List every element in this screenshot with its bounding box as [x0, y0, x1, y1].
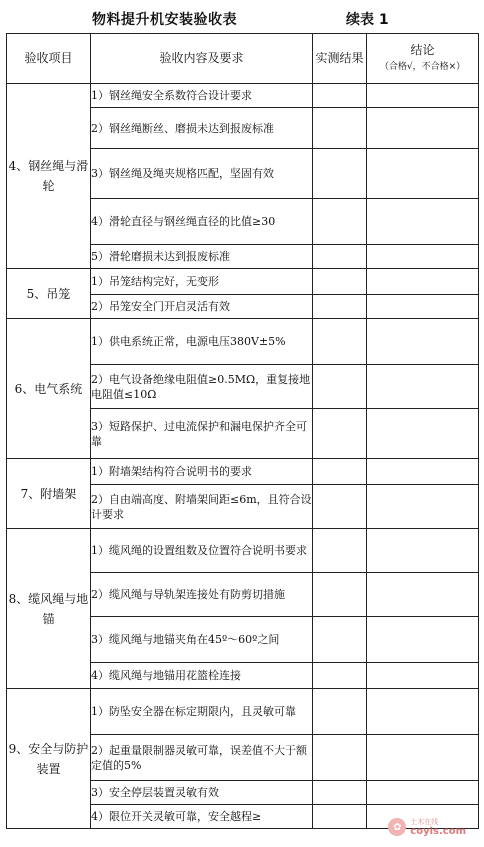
page-title: 物料提升机安装验收表: [92, 12, 237, 28]
item-cell: 1）钢丝绳安全系数符合设计要求: [91, 84, 313, 108]
category-cell: 4、钢丝绳与滑轮: [7, 84, 91, 269]
header-content: 验收内容及要求: [91, 34, 313, 84]
item-cell: 1）防坠安全器在标定期限内，且灵敏可靠: [91, 689, 313, 735]
conclusion-cell: [367, 365, 479, 409]
site-watermark: [388, 817, 466, 837]
item-cell: 4）滑轮直径与钢丝绳直径的比值≥30: [91, 199, 313, 245]
category-cell: 6、电气系统: [7, 319, 91, 459]
header-conclusion-note: （合格√，不合格×）: [379, 61, 466, 72]
category-cell: 8、缆风绳与地锚: [7, 529, 91, 689]
item-cell: 1）附墙架结构符合说明书的要求: [91, 459, 313, 485]
result-cell: [313, 319, 367, 365]
item-cell: 1）供电系统正常，电源电压380V±5%: [91, 319, 313, 365]
item-cell: 4）限位开关灵敏可靠，安全越程≥: [91, 805, 313, 829]
conclusion-cell: [367, 199, 479, 245]
result-cell: [313, 529, 367, 573]
result-cell: [313, 365, 367, 409]
watermark-logo-icon: ✿: [388, 818, 406, 836]
conclusion-cell: [367, 459, 479, 485]
item-cell: 2）钢丝绳断丝、磨损未达到报废标准: [91, 108, 313, 149]
table-row: [7, 84, 479, 108]
watermark-bottom-text: coyis.com: [410, 826, 466, 837]
result-cell: [313, 805, 367, 829]
result-cell: [313, 295, 367, 319]
conclusion-cell: [367, 245, 479, 269]
result-cell: [313, 689, 367, 735]
conclusion-cell: [367, 617, 479, 663]
category-cell: 5、吊笼: [7, 269, 91, 319]
conclusion-cell: [367, 485, 479, 529]
conclusion-cell: [367, 781, 479, 805]
conclusion-cell: [367, 663, 479, 689]
conclusion-cell: [367, 573, 479, 617]
conclusion-cell: [367, 295, 479, 319]
result-cell: [313, 663, 367, 689]
result-cell: [313, 573, 367, 617]
item-cell: 3）短路保护、过电流保护和漏电保护齐全可靠: [91, 409, 313, 459]
table-row: [7, 269, 479, 295]
item-cell: 2）缆风绳与导轨架连接处有防剪切措施: [91, 573, 313, 617]
conclusion-cell: [367, 319, 479, 365]
item-cell: 5）滑轮磨损未达到报废标准: [91, 245, 313, 269]
result-cell: [313, 84, 367, 108]
page-header: [0, 0, 484, 34]
header-conclusion-label: 结论: [410, 42, 435, 57]
table-header-row: [7, 34, 479, 84]
conclusion-cell: [367, 409, 479, 459]
result-cell: [313, 269, 367, 295]
acceptance-table: [6, 33, 479, 829]
item-cell: 3）安全停层装置灵敏有效: [91, 781, 313, 805]
item-cell: 2）自由端高度、附墙架间距≤6m，且符合设计要求: [91, 485, 313, 529]
table-row: [7, 529, 479, 573]
header-item: 验收项目: [7, 34, 91, 84]
result-cell: [313, 735, 367, 781]
watermark-text: [410, 817, 466, 837]
result-cell: [313, 485, 367, 529]
item-cell: 4）缆风绳与地锚用花篮栓连接: [91, 663, 313, 689]
item-cell: 2）电气设备绝缘电阻值≥0.5MΩ，重复接地电阻值≤10Ω: [91, 365, 313, 409]
category-cell: 7、附墙架: [7, 459, 91, 529]
watermark-top-text: 土木在线: [410, 818, 439, 826]
item-cell: 2）起重量限制器灵敏可靠，误差值不大于额定值的5%: [91, 735, 313, 781]
conclusion-cell: [367, 529, 479, 573]
conclusion-cell: [367, 149, 479, 199]
conclusion-cell: [367, 269, 479, 295]
result-cell: [313, 409, 367, 459]
page-subtitle: 续表 1: [346, 12, 389, 28]
result-cell: [313, 617, 367, 663]
conclusion-cell: [367, 108, 479, 149]
item-cell: 1）吊笼结构完好，无变形: [91, 269, 313, 295]
result-cell: [313, 459, 367, 485]
result-cell: [313, 199, 367, 245]
item-cell: 3）钢丝绳及绳夹规格匹配，坚固有效: [91, 149, 313, 199]
header-result: 实测结果: [313, 34, 367, 84]
result-cell: [313, 149, 367, 199]
result-cell: [313, 108, 367, 149]
table-row: [7, 319, 479, 365]
category-cell: 9、安全与防护装置: [7, 689, 91, 829]
header-conclusion: [367, 34, 479, 84]
item-cell: 1）缆风绳的设置组数及位置符合说明书要求: [91, 529, 313, 573]
table-row: [7, 689, 479, 735]
item-cell: 2）吊笼安全门开启灵活有效: [91, 295, 313, 319]
item-cell: 3）缆风绳与地锚夹角在45º～60º之间: [91, 617, 313, 663]
conclusion-cell: [367, 735, 479, 781]
conclusion-cell: [367, 84, 479, 108]
table-row: [7, 459, 479, 485]
result-cell: [313, 781, 367, 805]
result-cell: [313, 245, 367, 269]
conclusion-cell: [367, 689, 479, 735]
